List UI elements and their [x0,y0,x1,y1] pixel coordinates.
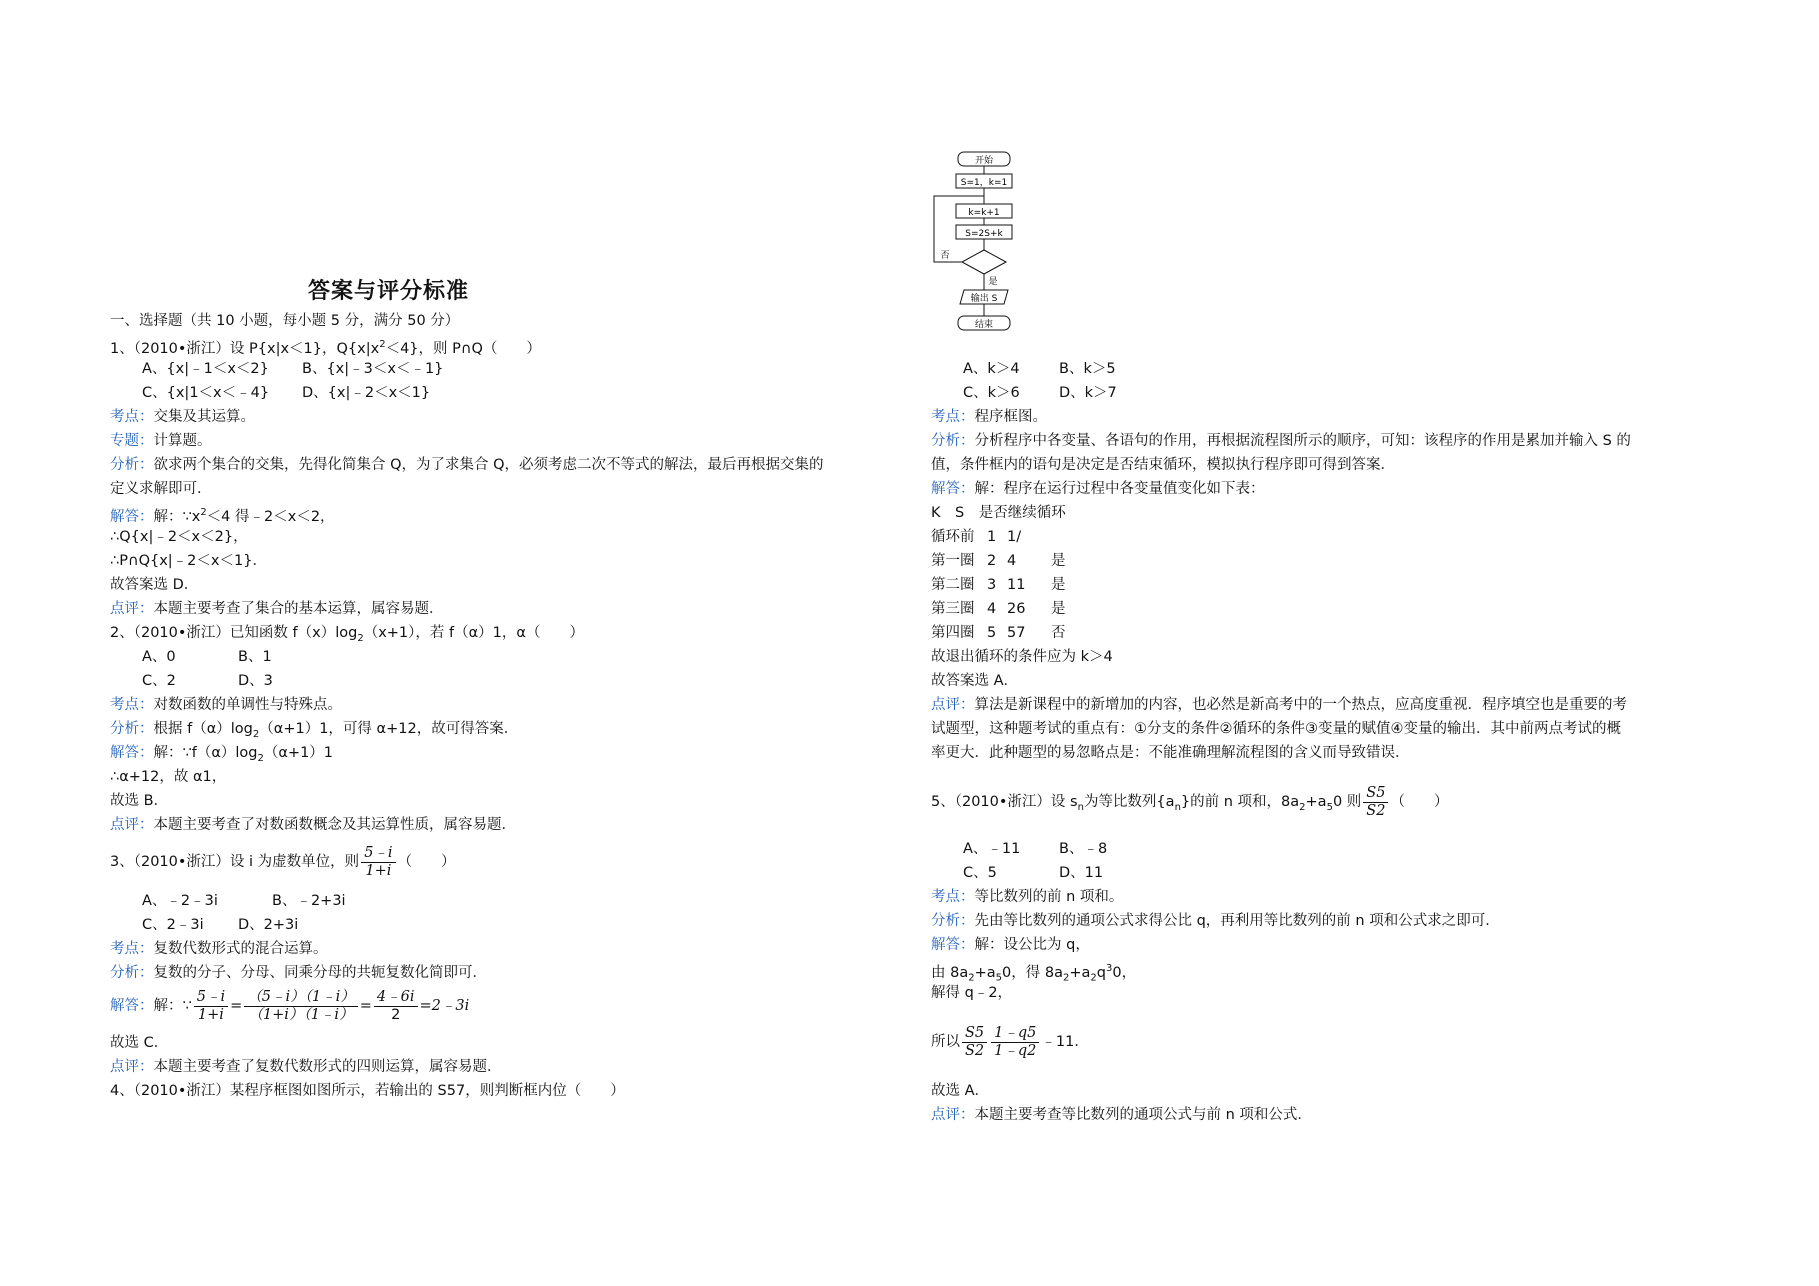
q4-fenxi-cont: 值，条件框内的语句是决定是否结束循环，模拟执行程序即可得到答案． [931,457,1395,473]
q5-stem-fraction: $\frac{S5}{S2}$ [1363,785,1388,820]
flowchart-end-label: 结束 [974,320,994,330]
q3-stem: 3、（2010•浙江）设 i 为虚数单位，则 $\frac{5﹣i}{1+i}$ （ ） [110,844,456,879]
q4-dianping: 点评：算法是新课程中的新增加的内容，也必然是新高考中的一个热点，应高度重视．程序填空也是重要的考 [931,697,1627,713]
flowchart-output-label: 输出 S [970,294,998,304]
q2-options-cd [142,671,273,693]
q2-fenxi: 分析：根据 $f(\alpha)\log_2(\alpha+1)1$，可得 α+12，故可得答案． [110,721,519,740]
q5-jieda-line2: 由 $8a_2+a_50$，得 $8a_2+a_2q^30$， [931,963,1137,984]
flowchart-k-label: k=k+1 [968,208,1000,218]
q2-option-a[interactable]: A、0 [142,649,176,665]
q3-option-d[interactable]: D、2+3i [238,917,299,933]
q3-dianping: 点评：本题主要考查了复数代数形式的四则运算，属容易题． [110,1059,502,1075]
q5-jieda-line3: 解得 q﹣2， [931,985,1013,1001]
q1-jieda-line2: ∴Q{x|﹣2＜x＜2}， [110,529,248,545]
q2-jieda-line2: ∴α+12，故 α1， [110,769,227,785]
q2-jieda: 解答：解：$\because f(\alpha)\log_2(\alpha+1)1$ [110,745,334,764]
q4-option-a[interactable]: A、k＞4 [963,361,1020,377]
q1-dianping: 点评：本题主要考查了集合的基本运算，属容易题． [110,601,444,617]
q1-option-b[interactable]: B、{x|﹣3＜x＜﹣1} [302,361,444,377]
flowchart-s-label: S=2S+k [965,229,1003,239]
q1-option-c[interactable]: C、{x|1＜x＜﹣4} [142,385,270,401]
q3-jieda: 解答：解：∵ $\frac{5﹣i}{1+i}$ = $\frac{(5﹣i)(1﹣i)}{(1+i)(1﹣i)}$ = $\frac{4﹣6i}{2}$ =2﹣3i [110,988,470,1023]
q3-stem-fraction: $\frac{5﹣i}{1+i}$ [361,845,395,880]
section-header: 一、选择题（共 10 小题，每小题 5 分，满分 50 分） [110,313,460,329]
q4-dianping-cont: 试题型，这种题考试的重点有：①分支的条件②循环的条件③变量的赋值④变量的输出．其中前两点考试的概 [931,721,1621,737]
q4-kaodian: 考点：程序框图。 [931,409,1047,425]
q5-fraction-2: $\frac{1﹣q5}{1﹣q2}$ [991,1025,1039,1060]
q2-kaodian: 考点：对数函数的单调性与特殊点。 [110,697,342,713]
flowchart-start-label: 开始 [974,156,994,166]
q4-jieda-end2: 故答案选 A． [931,673,1019,689]
q5-options-cd [963,863,1103,885]
q2-option-d[interactable]: D、3 [238,673,273,689]
q3-option-b[interactable]: B、﹣2+3i [272,893,346,909]
q2-stem: 2、（2010•浙江）已知函数 $f(x)\log_2(x+1)$，若 f（α）1，α（ ） [110,625,584,644]
q3-fraction-1: $\frac{5﹣i}{1+i}$ [194,989,228,1024]
q5-kaodian: 考点：等比数列的前 n 项和。 [931,889,1124,905]
q3-kaodian: 考点：复数代数形式的混合运算。 [110,941,328,957]
q1-jieda-line3: ∴P∩Q{x|﹣2＜x＜1}． [110,553,267,569]
q1-jieda: 解答：解：$\because x^2<4$ 得﹣2＜x＜2， [110,507,335,525]
q5-jieda: 解答：解：设公比为 q， [931,937,1090,953]
q5-option-c[interactable]: C、5 [963,865,997,881]
page-title: 答案与评分标准 [308,278,470,304]
q3-jieda-line2: 故选 C． [110,1035,169,1051]
q1-jieda-line4: 故答案选 D． [110,577,199,593]
q4-options-ab [963,359,1116,381]
q1-options-cd [142,383,430,405]
q4-options-cd [963,383,1117,405]
q4-table-row: 第二圈 3 11 是 [931,577,1066,593]
q4-table-row: 第一圈 2 4 是 [931,553,1066,569]
q5-option-d[interactable]: D、11 [1059,865,1104,881]
q1-options-ab [142,359,443,381]
q4-option-d[interactable]: D、k＞7 [1059,385,1117,401]
q1-kaodian: 考点：交集及其运算。 [110,409,255,425]
q3-options-ab [142,891,346,913]
flowchart-decision [962,250,1006,274]
q2-jieda-line3: 故选 B． [110,793,169,809]
q5-fenxi: 分析：先由等比数列的通项公式求得公比 q，再利用等比数列的前 n 项和公式求之即可． [931,913,1500,929]
q5-dianping: 点评：本题主要考查等比数列的通项公式与前 n 项和公式． [931,1107,1312,1123]
q4-stem: 4、（2010•浙江）某程序框图如图所示，若输出的 S57，则判断框内位（ ） [110,1083,625,1099]
q1-option-a[interactable]: A、{x|﹣1＜x＜2} [142,361,269,377]
q3-option-c[interactable]: C、2﹣3i [142,917,204,933]
q2-option-c[interactable]: C、2 [142,673,176,689]
q1-fenxi-cont: 定义求解即可． [110,481,212,497]
q3-fraction-3: $\frac{4﹣6i}{2}$ [374,989,418,1024]
q3-fenxi: 分析：复数的分子、分母、同乘分母的共轭复数化简即可． [110,965,487,981]
q5-option-b[interactable]: B、﹣8 [1059,841,1108,857]
q4-table-row: 第四圈 5 57 否 [931,625,1066,641]
q3-fraction-2: $\frac{(5﹣i)(1﹣i)}{(1+i)(1﹣i)}$ [244,989,357,1024]
flowchart-no-label: 否 [940,251,950,261]
q5-jieda-line4: 所以 $\frac{S5}{S2}$ $\frac{1﹣q5}{1﹣q2}$ ﹣11． [931,1024,1089,1059]
q1-fenxi: 分析：欲求两个集合的交集，先得化简集合 Q，为了求集合 Q，必须考虑二次不等式的解法，最后再根据交集的 [110,457,824,473]
q2-dianping: 点评：本题主要考查了对数函数概念及其运算性质，属容易题． [110,817,516,833]
q4-jieda-end1: 故退出循环的条件应为 k＞4 [931,649,1113,665]
q4-fenxi: 分析：分析程序中各变量、各语句的作用，再根据流程图所示的顺序，可知：该程序的作用是累加并输入 S 的 [931,433,1631,449]
q5-jieda-line5: 故选 A． [931,1083,990,1099]
q5-option-a[interactable]: A、﹣11 [963,841,1021,857]
flowchart-yes-label: 是 [988,277,998,287]
q1-zhuanti: 专题：计算题。 [110,433,212,449]
flowchart [931,150,1021,340]
q5-options-ab [963,839,1107,861]
q4-option-c[interactable]: C、k＞6 [963,385,1020,401]
q2-options-ab [142,647,272,669]
q4-table-row: 第三圈 4 26 是 [931,601,1066,617]
q3-options-cd [142,915,298,937]
q4-dianping-cont2: 率更大．此种题型的易忽略点是：不能准确理解流程图的含义而导致错误． [931,745,1410,761]
q5-fraction-1: $\frac{S5}{S2}$ [962,1025,987,1060]
q5-stem: 5、（2010•浙江）设 $s_n$为等比数列$\{a_n\}$的前 n 项和，$8a_2+a_50$ 则 $\frac{S5}{S2}$ （ ） [931,784,1449,819]
q4-option-b[interactable]: B、k＞5 [1059,361,1116,377]
q4-table-header: K S 是否继续循环 [931,505,1066,521]
q1-stem: 1、（2010•浙江）设 P{x|x＜1}，$Q\{x|x^2<4\}$，则 P∩Q（ ） [110,339,541,357]
q4-jieda: 解答：解：程序在运行过程中各变量值变化如下表： [931,481,1265,497]
q3-option-a[interactable]: A、﹣2﹣3i [142,893,218,909]
q4-table-row: 循环前 1 1/ [931,529,1022,545]
q2-option-b[interactable]: B、1 [238,649,272,665]
flowchart-init-label: S=1，k=1 [960,178,1008,188]
q1-option-d[interactable]: D、{x|﹣2＜x＜1} [302,385,431,401]
